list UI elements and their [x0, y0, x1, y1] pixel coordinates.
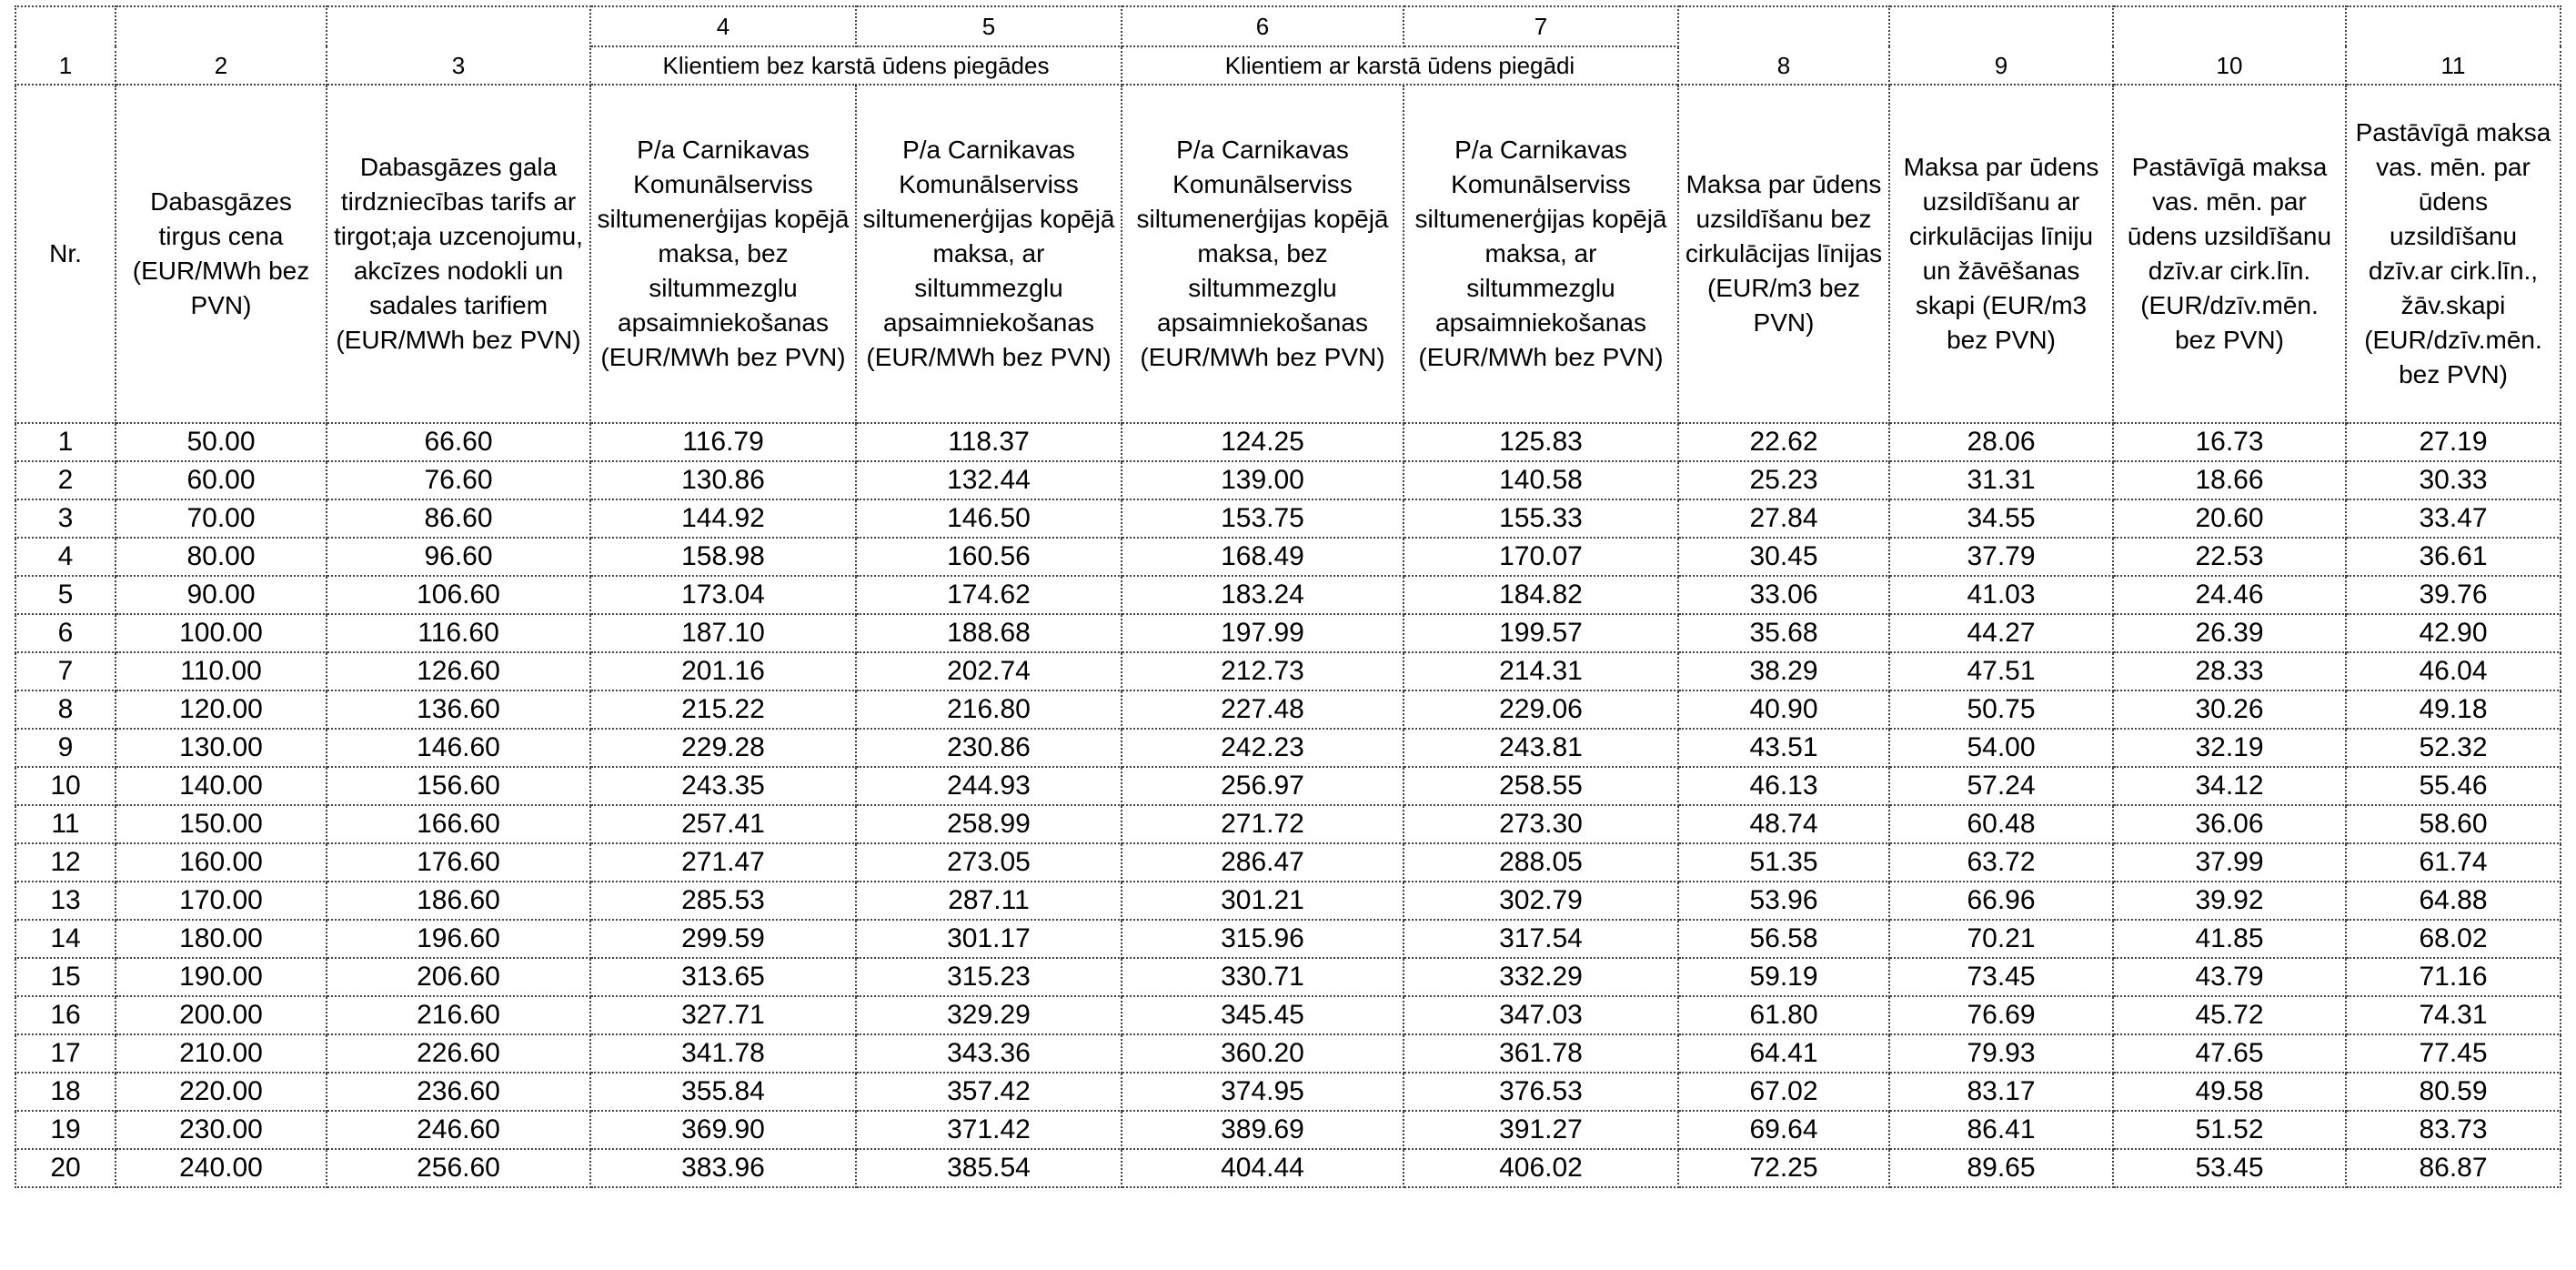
- value-cell: 299.59: [590, 920, 856, 958]
- value-cell: 243.35: [590, 767, 856, 805]
- value-cell: 25.23: [1678, 461, 1889, 499]
- value-cell: 72.25: [1678, 1149, 1889, 1187]
- value-cell: 42.90: [2346, 614, 2561, 652]
- value-cell: 35.68: [1678, 614, 1889, 652]
- value-cell: 50.00: [116, 423, 327, 461]
- value-cell: 183.24: [1122, 576, 1404, 614]
- value-cell: 49.18: [2346, 690, 2561, 729]
- value-cell: 27.19: [2346, 423, 2561, 461]
- value-cell: 22.62: [1678, 423, 1889, 461]
- row-number-cell: 8: [15, 690, 116, 729]
- value-cell: 246.60: [327, 1111, 590, 1149]
- value-cell: 39.92: [2113, 882, 2346, 920]
- value-cell: 24.46: [2113, 576, 2346, 614]
- value-cell: 240.00: [116, 1149, 327, 1187]
- value-cell: 242.23: [1122, 729, 1404, 767]
- value-cell: 33.47: [2346, 499, 2561, 538]
- table-row: [15, 958, 2561, 996]
- value-cell: 37.79: [1889, 538, 2113, 576]
- value-cell: 226.60: [327, 1034, 590, 1073]
- header-fixed-fee-circulation-dryer: Pastāvīgā maksa vas. mēn. par ūdens uzsildīšanu dzīv.ar cirk.līn., žāv.skapi (EUR/dzīv.mēn. bez PVN): [2346, 85, 2561, 423]
- value-cell: 385.54: [856, 1149, 1122, 1187]
- value-cell: 76.60: [327, 461, 590, 499]
- value-cell: 230.86: [856, 729, 1122, 767]
- header-heat-price-hot-water-without-node: P/a Carnikavas Komunālserviss siltumenerģijas kopējā maksa, bez siltummezglu apsaimniekošanas (EUR/MWh bez PVN): [1122, 85, 1404, 423]
- row-number-cell: 15: [15, 958, 116, 996]
- value-cell: 184.82: [1404, 576, 1678, 614]
- value-cell: 216.60: [327, 996, 590, 1034]
- value-cell: 63.72: [1889, 843, 2113, 882]
- row-number-cell: 7: [15, 652, 116, 690]
- value-cell: 176.60: [327, 843, 590, 882]
- value-cell: 83.73: [2346, 1111, 2561, 1149]
- table-row: [15, 499, 2561, 538]
- value-cell: 258.55: [1404, 767, 1678, 805]
- table-row: [15, 576, 2561, 614]
- value-cell: 40.90: [1678, 690, 1889, 729]
- value-cell: 341.78: [590, 1034, 856, 1073]
- col-number-5: 5: [856, 6, 1122, 46]
- value-cell: 273.05: [856, 843, 1122, 882]
- column-header-row: [15, 85, 2561, 423]
- value-cell: 130.86: [590, 461, 856, 499]
- value-cell: 210.00: [116, 1034, 327, 1073]
- value-cell: 301.21: [1122, 882, 1404, 920]
- value-cell: 106.60: [327, 576, 590, 614]
- value-cell: 146.50: [856, 499, 1122, 538]
- value-cell: 56.58: [1678, 920, 1889, 958]
- value-cell: 188.68: [856, 614, 1122, 652]
- col-number-7: 7: [1404, 6, 1678, 46]
- col-number-4: 4: [590, 6, 856, 46]
- value-cell: 47.51: [1889, 652, 2113, 690]
- column-number-row: [15, 6, 2561, 46]
- tariff-table-container: [15, 5, 2561, 1188]
- value-cell: 69.64: [1678, 1111, 1889, 1149]
- value-cell: 28.33: [2113, 652, 2346, 690]
- value-cell: 58.60: [2346, 805, 2561, 843]
- value-cell: 196.60: [327, 920, 590, 958]
- value-cell: 197.99: [1122, 614, 1404, 652]
- value-cell: 315.96: [1122, 920, 1404, 958]
- value-cell: 317.54: [1404, 920, 1678, 958]
- value-cell: 61.80: [1678, 996, 1889, 1034]
- header-heat-price-hot-water-with-node: P/a Carnikavas Komunālserviss siltumenerģijas kopējā maksa, ar siltummezglu apsaimniekošanas (EUR/MWh bez PVN): [1404, 85, 1678, 423]
- row-number-cell: 17: [15, 1034, 116, 1073]
- value-cell: 360.20: [1122, 1034, 1404, 1073]
- value-cell: 132.44: [856, 461, 1122, 499]
- row-number-cell: 10: [15, 767, 116, 805]
- value-cell: 46.13: [1678, 767, 1889, 805]
- value-cell: 116.60: [327, 614, 590, 652]
- value-cell: 34.12: [2113, 767, 2346, 805]
- value-cell: 51.52: [2113, 1111, 2346, 1149]
- value-cell: 140.58: [1404, 461, 1678, 499]
- value-cell: 229.06: [1404, 690, 1678, 729]
- value-cell: 173.04: [590, 576, 856, 614]
- value-cell: 36.61: [2346, 538, 2561, 576]
- value-cell: 369.90: [590, 1111, 856, 1149]
- value-cell: 371.42: [856, 1111, 1122, 1149]
- value-cell: 168.49: [1122, 538, 1404, 576]
- value-cell: 229.28: [590, 729, 856, 767]
- value-cell: 70.21: [1889, 920, 2113, 958]
- value-cell: 258.99: [856, 805, 1122, 843]
- table-row: [15, 1111, 2561, 1149]
- value-cell: 125.83: [1404, 423, 1678, 461]
- value-cell: 41.85: [2113, 920, 2346, 958]
- table-row: [15, 805, 2561, 843]
- table-row: [15, 538, 2561, 576]
- value-cell: 257.41: [590, 805, 856, 843]
- value-cell: 33.06: [1678, 576, 1889, 614]
- value-cell: 288.05: [1404, 843, 1678, 882]
- value-cell: 130.00: [116, 729, 327, 767]
- value-cell: 330.71: [1122, 958, 1404, 996]
- value-cell: 31.31: [1889, 461, 2113, 499]
- value-cell: 327.71: [590, 996, 856, 1034]
- value-cell: 120.00: [116, 690, 327, 729]
- value-cell: 139.00: [1122, 461, 1404, 499]
- value-cell: 45.72: [2113, 996, 2346, 1034]
- value-cell: 46.04: [2346, 652, 2561, 690]
- header-heat-price-no-hot-water-with-node: P/a Carnikavas Komunālserviss siltumenerģijas kopējā maksa, ar siltummezglu apsaimniekošanas (EUR/MWh bez PVN): [856, 85, 1122, 423]
- value-cell: 160.00: [116, 843, 327, 882]
- value-cell: 383.96: [590, 1149, 856, 1187]
- value-cell: 144.92: [590, 499, 856, 538]
- group-header-without-hot-water: Klientiem bez karstā ūdens piegādes: [590, 46, 1122, 85]
- row-number-cell: 1: [15, 423, 116, 461]
- value-cell: 244.93: [856, 767, 1122, 805]
- value-cell: 51.35: [1678, 843, 1889, 882]
- value-cell: 86.87: [2346, 1149, 2561, 1187]
- value-cell: 44.27: [1889, 614, 2113, 652]
- value-cell: 406.02: [1404, 1149, 1678, 1187]
- row-number-cell: 4: [15, 538, 116, 576]
- value-cell: 243.81: [1404, 729, 1678, 767]
- value-cell: 96.60: [327, 538, 590, 576]
- value-cell: 22.53: [2113, 538, 2346, 576]
- value-cell: 48.74: [1678, 805, 1889, 843]
- value-cell: 302.79: [1404, 882, 1678, 920]
- value-cell: 285.53: [590, 882, 856, 920]
- table-row: [15, 652, 2561, 690]
- row-number-cell: 20: [15, 1149, 116, 1187]
- value-cell: 150.00: [116, 805, 327, 843]
- value-cell: 186.60: [327, 882, 590, 920]
- value-cell: 64.41: [1678, 1034, 1889, 1073]
- value-cell: 313.65: [590, 958, 856, 996]
- value-cell: 83.17: [1889, 1073, 2113, 1111]
- row-number-cell: 16: [15, 996, 116, 1034]
- value-cell: 329.29: [856, 996, 1122, 1034]
- value-cell: 236.60: [327, 1073, 590, 1111]
- value-cell: 187.10: [590, 614, 856, 652]
- value-cell: 20.60: [2113, 499, 2346, 538]
- value-cell: 34.55: [1889, 499, 2113, 538]
- value-cell: 216.80: [856, 690, 1122, 729]
- col-number-9: 9: [1889, 6, 2113, 85]
- row-number-cell: 11: [15, 805, 116, 843]
- value-cell: 76.69: [1889, 996, 2113, 1034]
- value-cell: 59.19: [1678, 958, 1889, 996]
- value-cell: 389.69: [1122, 1111, 1404, 1149]
- value-cell: 215.22: [590, 690, 856, 729]
- tariff-table: [15, 5, 2561, 1188]
- value-cell: 49.58: [2113, 1073, 2346, 1111]
- value-cell: 60.48: [1889, 805, 2113, 843]
- row-number-cell: 6: [15, 614, 116, 652]
- table-row: [15, 461, 2561, 499]
- value-cell: 61.74: [2346, 843, 2561, 882]
- value-cell: 70.00: [116, 499, 327, 538]
- value-cell: 214.31: [1404, 652, 1678, 690]
- header-fixed-fee-circulation: Pastāvīgā maksa vas. mēn. par ūdens uzsildīšanu dzīv.ar cirk.līn. (EUR/dzīv.mēn. bez PVN): [2113, 85, 2346, 423]
- value-cell: 155.33: [1404, 499, 1678, 538]
- row-number-cell: 14: [15, 920, 116, 958]
- value-cell: 43.51: [1678, 729, 1889, 767]
- value-cell: 170.00: [116, 882, 327, 920]
- value-cell: 404.44: [1122, 1149, 1404, 1187]
- value-cell: 55.46: [2346, 767, 2561, 805]
- row-number-cell: 13: [15, 882, 116, 920]
- value-cell: 57.24: [1889, 767, 2113, 805]
- value-cell: 315.23: [856, 958, 1122, 996]
- row-number-cell: 5: [15, 576, 116, 614]
- value-cell: 199.57: [1404, 614, 1678, 652]
- value-cell: 227.48: [1122, 690, 1404, 729]
- value-cell: 343.36: [856, 1034, 1122, 1073]
- value-cell: 53.45: [2113, 1149, 2346, 1187]
- value-cell: 26.39: [2113, 614, 2346, 652]
- value-cell: 357.42: [856, 1073, 1122, 1111]
- value-cell: 190.00: [116, 958, 327, 996]
- col-number-2: 2: [116, 6, 327, 85]
- value-cell: 273.30: [1404, 805, 1678, 843]
- col-number-10: 10: [2113, 6, 2346, 85]
- value-cell: 287.11: [856, 882, 1122, 920]
- value-cell: 64.88: [2346, 882, 2561, 920]
- value-cell: 38.29: [1678, 652, 1889, 690]
- value-cell: 200.00: [116, 996, 327, 1034]
- row-number-cell: 3: [15, 499, 116, 538]
- value-cell: 90.00: [116, 576, 327, 614]
- value-cell: 170.07: [1404, 538, 1678, 576]
- value-cell: 110.00: [116, 652, 327, 690]
- value-cell: 376.53: [1404, 1073, 1678, 1111]
- col-number-3: 3: [327, 6, 590, 85]
- value-cell: 41.03: [1889, 576, 2113, 614]
- table-row: [15, 1034, 2561, 1073]
- table-row: [15, 1149, 2561, 1187]
- value-cell: 174.62: [856, 576, 1122, 614]
- value-cell: 36.06: [2113, 805, 2346, 843]
- value-cell: 16.73: [2113, 423, 2346, 461]
- col-number-11: 11: [2346, 6, 2561, 85]
- value-cell: 32.19: [2113, 729, 2346, 767]
- col-number-6: 6: [1122, 6, 1404, 46]
- value-cell: 60.00: [116, 461, 327, 499]
- value-cell: 391.27: [1404, 1111, 1678, 1149]
- value-cell: 18.66: [2113, 461, 2346, 499]
- value-cell: 67.02: [1678, 1073, 1889, 1111]
- header-heat-price-no-hot-water-without-node: P/a Carnikavas Komunālserviss siltumenerģijas kopējā maksa, bez siltummezglu apsaimniekošanas (EUR/MWh bez PVN): [590, 85, 856, 423]
- value-cell: 52.32: [2346, 729, 2561, 767]
- value-cell: 206.60: [327, 958, 590, 996]
- table-row: [15, 767, 2561, 805]
- value-cell: 201.16: [590, 652, 856, 690]
- value-cell: 66.96: [1889, 882, 2113, 920]
- value-cell: 27.84: [1678, 499, 1889, 538]
- group-header-with-hot-water: Klientiem ar karstā ūdens piegādi: [1122, 46, 1678, 85]
- value-cell: 332.29: [1404, 958, 1678, 996]
- table-row: [15, 1073, 2561, 1111]
- value-cell: 37.99: [2113, 843, 2346, 882]
- table-row: [15, 920, 2561, 958]
- value-cell: 301.17: [856, 920, 1122, 958]
- value-cell: 126.60: [327, 652, 590, 690]
- table-row: [15, 882, 2561, 920]
- header-water-heating-no-circulation: Maksa par ūdens uzsildīšanu bez cirkulācijas līnijas (EUR/m3 bez PVN): [1678, 85, 1889, 423]
- value-cell: 47.65: [2113, 1034, 2346, 1073]
- value-cell: 146.60: [327, 729, 590, 767]
- table-row: [15, 690, 2561, 729]
- value-cell: 50.75: [1889, 690, 2113, 729]
- value-cell: 361.78: [1404, 1034, 1678, 1073]
- value-cell: 43.79: [2113, 958, 2346, 996]
- value-cell: 160.56: [856, 538, 1122, 576]
- value-cell: 286.47: [1122, 843, 1404, 882]
- value-cell: 347.03: [1404, 996, 1678, 1034]
- value-cell: 271.72: [1122, 805, 1404, 843]
- header-gas-market-price: Dabasgāzes tirgus cena (EUR/MWh bez PVN): [116, 85, 327, 423]
- value-cell: 66.60: [327, 423, 590, 461]
- col-number-8: 8: [1678, 6, 1889, 85]
- value-cell: 355.84: [590, 1073, 856, 1111]
- table-row: [15, 843, 2561, 882]
- table-row: [15, 996, 2561, 1034]
- value-cell: 80.59: [2346, 1073, 2561, 1111]
- value-cell: 30.33: [2346, 461, 2561, 499]
- value-cell: 71.16: [2346, 958, 2561, 996]
- row-number-cell: 18: [15, 1073, 116, 1111]
- header-water-heating-with-circulation: Maksa par ūdens uzsildīšanu ar cirkulācijas līniju un žāvēšanas skapi (EUR/m3 bez PVN): [1889, 85, 2113, 423]
- table-row: [15, 423, 2561, 461]
- value-cell: 271.47: [590, 843, 856, 882]
- value-cell: 77.45: [2346, 1034, 2561, 1073]
- table-body: [15, 423, 2561, 1187]
- value-cell: 156.60: [327, 767, 590, 805]
- row-number-cell: 12: [15, 843, 116, 882]
- value-cell: 124.25: [1122, 423, 1404, 461]
- row-number-cell: 2: [15, 461, 116, 499]
- value-cell: 374.95: [1122, 1073, 1404, 1111]
- value-cell: 54.00: [1889, 729, 2113, 767]
- value-cell: 39.76: [2346, 576, 2561, 614]
- value-cell: 73.45: [1889, 958, 2113, 996]
- table-row: [15, 614, 2561, 652]
- value-cell: 30.45: [1678, 538, 1889, 576]
- table-row: [15, 729, 2561, 767]
- value-cell: 153.75: [1122, 499, 1404, 538]
- row-number-cell: 9: [15, 729, 116, 767]
- value-cell: 158.98: [590, 538, 856, 576]
- value-cell: 68.02: [2346, 920, 2561, 958]
- value-cell: 256.60: [327, 1149, 590, 1187]
- value-cell: 100.00: [116, 614, 327, 652]
- value-cell: 166.60: [327, 805, 590, 843]
- value-cell: 220.00: [116, 1073, 327, 1111]
- value-cell: 89.65: [1889, 1149, 2113, 1187]
- value-cell: 230.00: [116, 1111, 327, 1149]
- value-cell: 74.31: [2346, 996, 2561, 1034]
- value-cell: 86.60: [327, 499, 590, 538]
- value-cell: 30.26: [2113, 690, 2346, 729]
- value-cell: 79.93: [1889, 1034, 2113, 1073]
- row-number-cell: 19: [15, 1111, 116, 1149]
- value-cell: 345.45: [1122, 996, 1404, 1034]
- value-cell: 53.96: [1678, 882, 1889, 920]
- header-nr: Nr.: [15, 85, 116, 423]
- value-cell: 118.37: [856, 423, 1122, 461]
- value-cell: 86.41: [1889, 1111, 2113, 1149]
- value-cell: 28.06: [1889, 423, 2113, 461]
- header-gas-final-tariff: Dabasgāzes gala tirdzniecības tarifs ar tirgot;aja uzcenojumu, akcīzes nodokli un sadales tarifiem (EUR/MWh bez PVN): [327, 85, 590, 423]
- value-cell: 136.60: [327, 690, 590, 729]
- table-header: [15, 6, 2561, 423]
- value-cell: 202.74: [856, 652, 1122, 690]
- col-number-1: 1: [15, 6, 116, 85]
- value-cell: 212.73: [1122, 652, 1404, 690]
- value-cell: 140.00: [116, 767, 327, 805]
- value-cell: 256.97: [1122, 767, 1404, 805]
- value-cell: 116.79: [590, 423, 856, 461]
- value-cell: 180.00: [116, 920, 327, 958]
- value-cell: 80.00: [116, 538, 327, 576]
